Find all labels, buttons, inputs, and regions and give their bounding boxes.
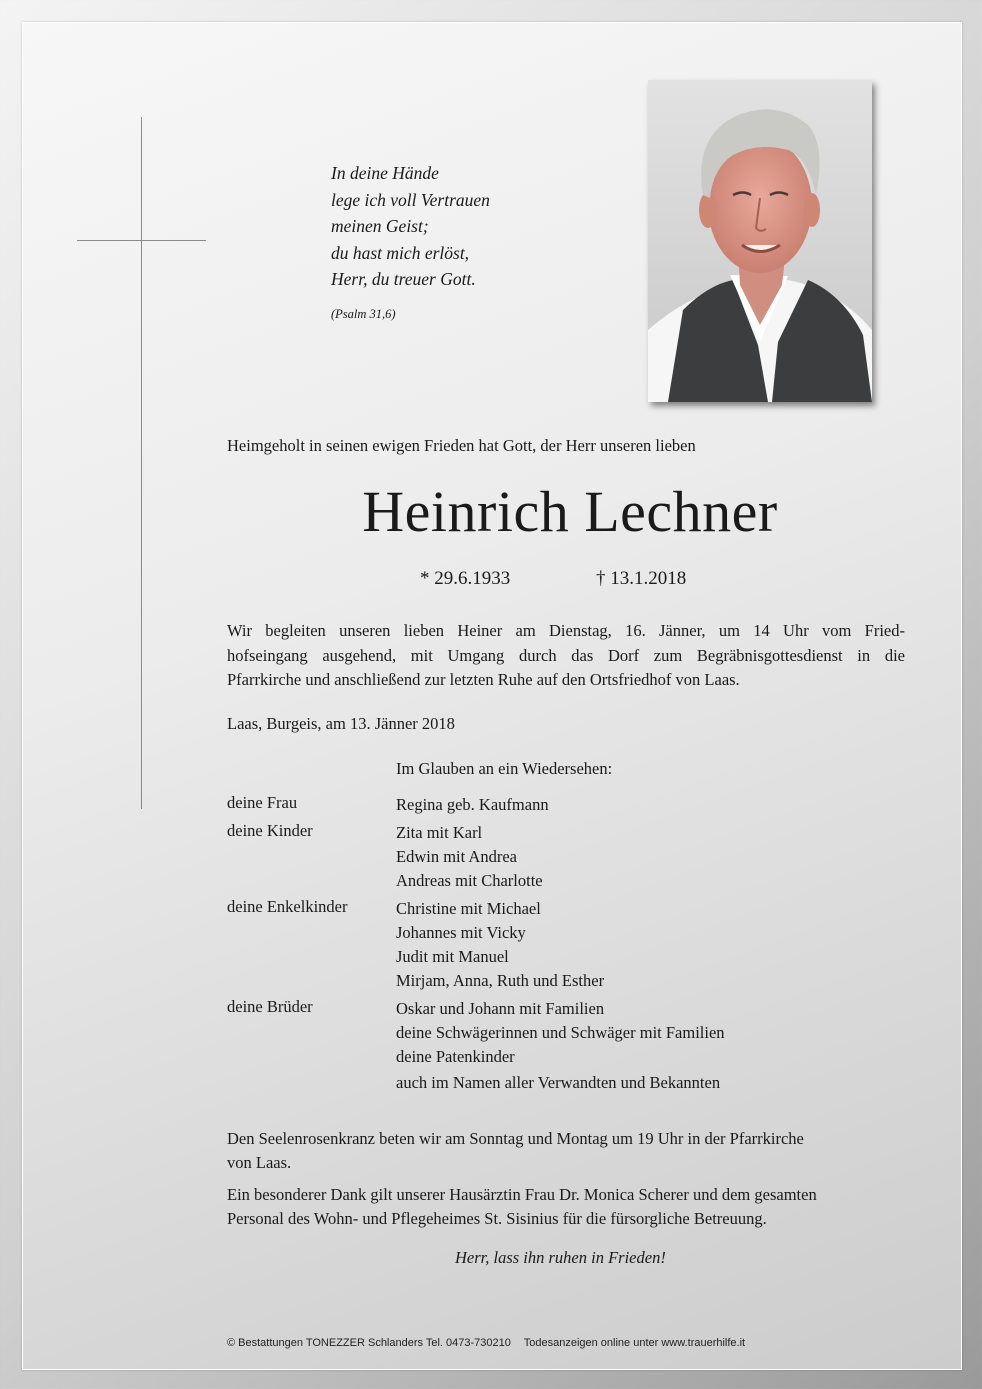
cross-icon-vertical <box>141 117 142 809</box>
verse-source: (Psalm 31,6) <box>331 307 396 321</box>
family-member: Johannes mit Vicky <box>396 923 526 942</box>
funeral-line: Wir begleiten unseren lieben Heiner am Dienstag, 16. Jänner, um 14 Uhr vom Fried- <box>227 621 905 640</box>
deceased-name: Heinrich Lechner <box>362 479 778 544</box>
family-member: Christine mit Michael <box>396 899 541 918</box>
footer-online: Todesanzeigen online unter www.trauerhilfe.it <box>523 1337 746 1349</box>
bible-verse <box>331 160 490 293</box>
family-group <box>227 997 725 1069</box>
family-label: deine Brüder <box>227 997 313 1016</box>
family-member: Zita mit Karl <box>396 823 483 842</box>
cross-icon-horizontal <box>77 240 206 241</box>
footer <box>227 1337 755 1349</box>
family-label: deine Frau <box>227 793 298 812</box>
place-date: Laas, Burgeis, am 13. Jänner 2018 <box>227 714 455 733</box>
family-label: deine Enkelkinder <box>227 897 348 916</box>
rosary-line: Den Seelenrosenkranz beten wir am Sonntag und Montag um 19 Uhr in der Pfarrkirche <box>227 1129 804 1148</box>
thanks-notice <box>227 1183 817 1231</box>
family-group <box>227 821 725 893</box>
family-member: Edwin mit Andrea <box>396 847 517 866</box>
intro-text: Heimgeholt in seinen ewigen Frieden hat Gott, der Herr unseren lieben <box>227 436 696 455</box>
birth-date: * 29.6.1933 <box>420 568 511 589</box>
family-member: Mirjam, Anna, Ruth und Esther <box>396 971 605 990</box>
thanks-line: Ein besonderer Dank gilt unserer Hausärztin Frau Dr. Monica Scherer und dem gesamten <box>227 1185 817 1204</box>
family-member: deine Patenkinder <box>396 1047 515 1066</box>
thanks-line: Personal des Wohn- und Pflegeheimes St. Sisinius für die fürsorgliche Betreuung. <box>227 1209 767 1228</box>
funeral-line: Pfarrkirche und anschließend zur letzten Ruhe auf den Ortsfriedhof von Laas. <box>227 670 740 689</box>
family-group <box>227 897 725 993</box>
family-label: deine Kinder <box>227 821 313 840</box>
rosary-line: von Laas. <box>227 1153 292 1172</box>
family-member: Oskar und Johann mit Familien <box>396 999 605 1018</box>
rosary-notice <box>227 1127 804 1175</box>
family-member: deine Schwägerinnen und Schwäger mit Familien <box>396 1023 725 1042</box>
footer-undertaker: © Bestattungen TONEZZER Schlanders Tel. 0473-730210 <box>227 1337 511 1349</box>
family-member: Andreas mit Charlotte <box>396 871 543 890</box>
verse-line: In deine Hände <box>331 163 439 183</box>
verse-line: lege ich voll Vertrauen <box>331 189 490 210</box>
mourners-heading: Im Glauben an ein Wiedersehen: <box>396 759 613 778</box>
family-group <box>227 793 725 817</box>
death-date: † 13.1.2018 <box>596 568 687 589</box>
verse-line: meinen Geist; <box>331 216 429 236</box>
relatives-note: auch im Namen aller Verwandten und Bekannten <box>396 1073 721 1092</box>
portrait-photo <box>648 80 872 402</box>
family-member: Regina geb. Kaufmann <box>396 795 549 814</box>
verse-line: Herr, du treuer Gott. <box>331 269 476 289</box>
family-list <box>227 793 725 1069</box>
closing-prayer: Herr, lass ihn ruhen in Frieden! <box>455 1248 666 1267</box>
verse-line: du hast mich erlöst, <box>331 242 470 263</box>
funeral-line: hofseingang ausgehend, mit Umgang durch das Dorf zum Begräbnisgottesdienst in die <box>227 645 905 665</box>
family-member: Judit mit Manuel <box>396 947 509 966</box>
funeral-announcement <box>227 619 905 693</box>
